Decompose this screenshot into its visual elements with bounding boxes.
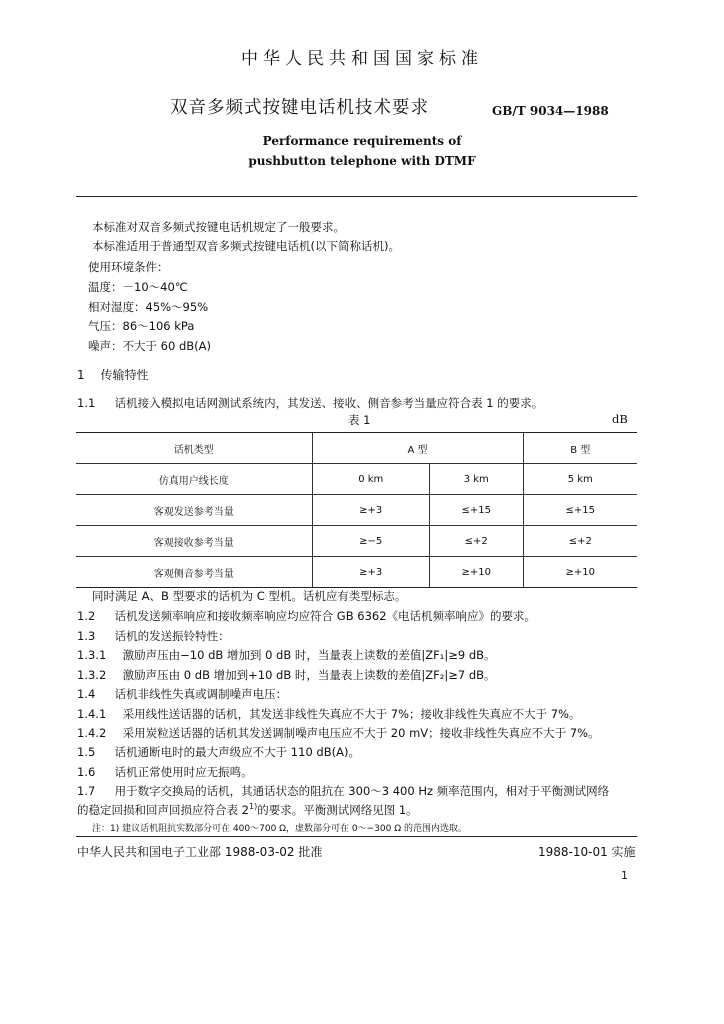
para-1-4 xyxy=(77,686,287,702)
para-number: 1.3.1 xyxy=(77,648,107,662)
table-1 xyxy=(76,432,637,588)
intro-line-3: 使用环境条件： xyxy=(88,260,169,274)
para-1-4-2 xyxy=(77,725,600,741)
para-text: 用于数字交换局的话机，其通话状态的阻抗在 300～3 400 Hz 频率范围内，相对于平衡测试网络 xyxy=(114,784,610,798)
table-header-row xyxy=(76,433,637,464)
table-cell-label: 客观侧音参考当量 xyxy=(76,557,312,588)
para-number: 1.4 xyxy=(77,687,96,701)
table-1-caption: 表 1 xyxy=(348,413,371,427)
para-number: 1.2 xyxy=(77,609,96,623)
para-1-2 xyxy=(77,608,536,624)
para-text: 采用线性送话器的话机，其发送非线性失真应不大于 7%；接收非线性失真应不大于 7%。 xyxy=(122,707,581,721)
english-title xyxy=(0,131,724,171)
implementation-date: 1988-10-01 实施 xyxy=(538,845,636,859)
para-1-4-1 xyxy=(77,706,580,722)
table-cell-label: 客观接收参考当量 xyxy=(76,526,312,557)
intro-line-7: 噪声：不大于 60 dB(A) xyxy=(88,339,211,353)
table-cell: ≤+15 xyxy=(523,495,637,526)
table-row xyxy=(76,464,637,495)
para-number: 1.3 xyxy=(77,629,96,643)
para-1-3-2 xyxy=(77,667,496,683)
english-title-line-1: Performance requirements of xyxy=(262,134,462,148)
para-1-1 xyxy=(77,395,543,411)
para-1-5 xyxy=(77,744,360,760)
table-cell: ≥+10 xyxy=(429,557,523,588)
table-cell-label: 客观发送参考当量 xyxy=(76,495,312,526)
para-number: 1.3.2 xyxy=(77,668,107,682)
section-1-number: 1 xyxy=(77,368,85,382)
para-1-6 xyxy=(77,764,253,780)
table-row xyxy=(76,526,637,557)
para-text: 的稳定回损和回声回损应符合表 2 xyxy=(77,803,249,817)
table-cell: ≤+15 xyxy=(429,495,523,526)
table-cell: ≥+10 xyxy=(523,557,637,588)
english-title-line-2: pushbutton telephone with DTMF xyxy=(248,154,476,168)
para-text: 激励声压由−10 dB 增加到 0 dB 时，当量表上读数的差值|ZF₁|≥9 dB。 xyxy=(122,648,496,662)
para-1-3 xyxy=(77,628,230,644)
para-text: 的要求。平衡测试网络见图 1。 xyxy=(257,803,418,817)
intro-line-2: 本标准适用于普通型双音多频式按键电话机(以下简称话机)。 xyxy=(92,239,400,253)
table-cell: ≥+3 xyxy=(312,495,429,526)
para-text: 话机通断电时的最大声级应不大于 110 dB(A)。 xyxy=(114,745,360,759)
table-cell-label: 仿真用户线长度 xyxy=(76,464,312,495)
table-header-type: 话机类型 xyxy=(76,433,312,464)
table-cell: 0 km xyxy=(312,464,429,495)
document-header: 中华人民共和国国家标准 xyxy=(241,49,483,69)
para-text: 采用炭粒送话器的话机其发送调制噪声电压应不大于 20 mV；接收非线性失真应不大于 7%。 xyxy=(122,726,600,740)
para-1-7-continued xyxy=(77,802,418,818)
intro-line-1: 本标准对双音多频式按键电话机规定了一般要求。 xyxy=(92,220,345,234)
para-number: 1.5 xyxy=(77,745,96,759)
standard-code: GB/T 9034—1988 xyxy=(492,104,609,118)
para-text: 话机正常使用时应无振鸣。 xyxy=(114,765,253,779)
para-number: 1.7 xyxy=(77,784,96,798)
standard-title: 双音多频式按键电话机技术要求 xyxy=(170,98,429,118)
para-text: 话机发送频率响应和接收频率响应均应符合 GB 6362《电话机频率响应》的要求。 xyxy=(114,609,537,623)
para-text: 激励声压由 0 dB 增加到+10 dB 时，当量表上读数的差值|ZF₂|≥7 dB。 xyxy=(122,668,496,682)
para-number: 1.4.2 xyxy=(77,726,107,740)
para-text: 话机的发送振铃特性： xyxy=(114,629,230,643)
table-1-unit: dB xyxy=(612,412,628,426)
para-1-1-text: 话机接入模拟电话网测试系统内，其发送、接收、侧音参考当量应符合表 1 的要求。 xyxy=(114,396,544,410)
table-row xyxy=(76,495,637,526)
approval-line: 中华人民共和国电子工业部 1988-03-02 批准 xyxy=(77,845,323,859)
footer-divider xyxy=(76,836,637,837)
header-divider xyxy=(76,196,637,197)
table-header-b: B 型 xyxy=(523,433,637,464)
intro-line-5: 相对湿度：45%～95% xyxy=(88,300,209,314)
section-1-heading xyxy=(77,366,148,383)
section-1-title: 传输特性 xyxy=(100,368,149,382)
table-cell: ≥+3 xyxy=(312,557,429,588)
intro-line-6: 气压：86～106 kPa xyxy=(88,319,195,333)
page-number: 1 xyxy=(621,869,628,882)
table-row xyxy=(76,557,637,588)
para-1-7 xyxy=(77,783,609,799)
para-1-1-number: 1.1 xyxy=(77,396,96,410)
after-table-note: 同时满足 A、B 型要求的话机为 C 型机。话机应有类型标志。 xyxy=(92,589,407,603)
para-text: 话机非线性失真或调制噪声电压： xyxy=(114,687,288,701)
table-header-a: A 型 xyxy=(312,433,523,464)
para-1-3-1 xyxy=(77,647,496,663)
table-cell: 5 km xyxy=(523,464,637,495)
footnote: 注：1) 建议话机阻抗实数部分可在 400～700 Ω，虚数部分可在 0～−300 Ω 的范围内选取。 xyxy=(92,824,467,834)
intro-line-4: 温度：－10～40℃ xyxy=(88,280,188,294)
table-cell: ≥−5 xyxy=(312,526,429,557)
para-number: 1.4.1 xyxy=(77,707,107,721)
table-cell: ≤+2 xyxy=(523,526,637,557)
para-number: 1.6 xyxy=(77,765,96,779)
table-cell: ≤+2 xyxy=(429,526,523,557)
table-cell: 3 km xyxy=(429,464,523,495)
footnote-ref: 1) xyxy=(248,802,258,812)
